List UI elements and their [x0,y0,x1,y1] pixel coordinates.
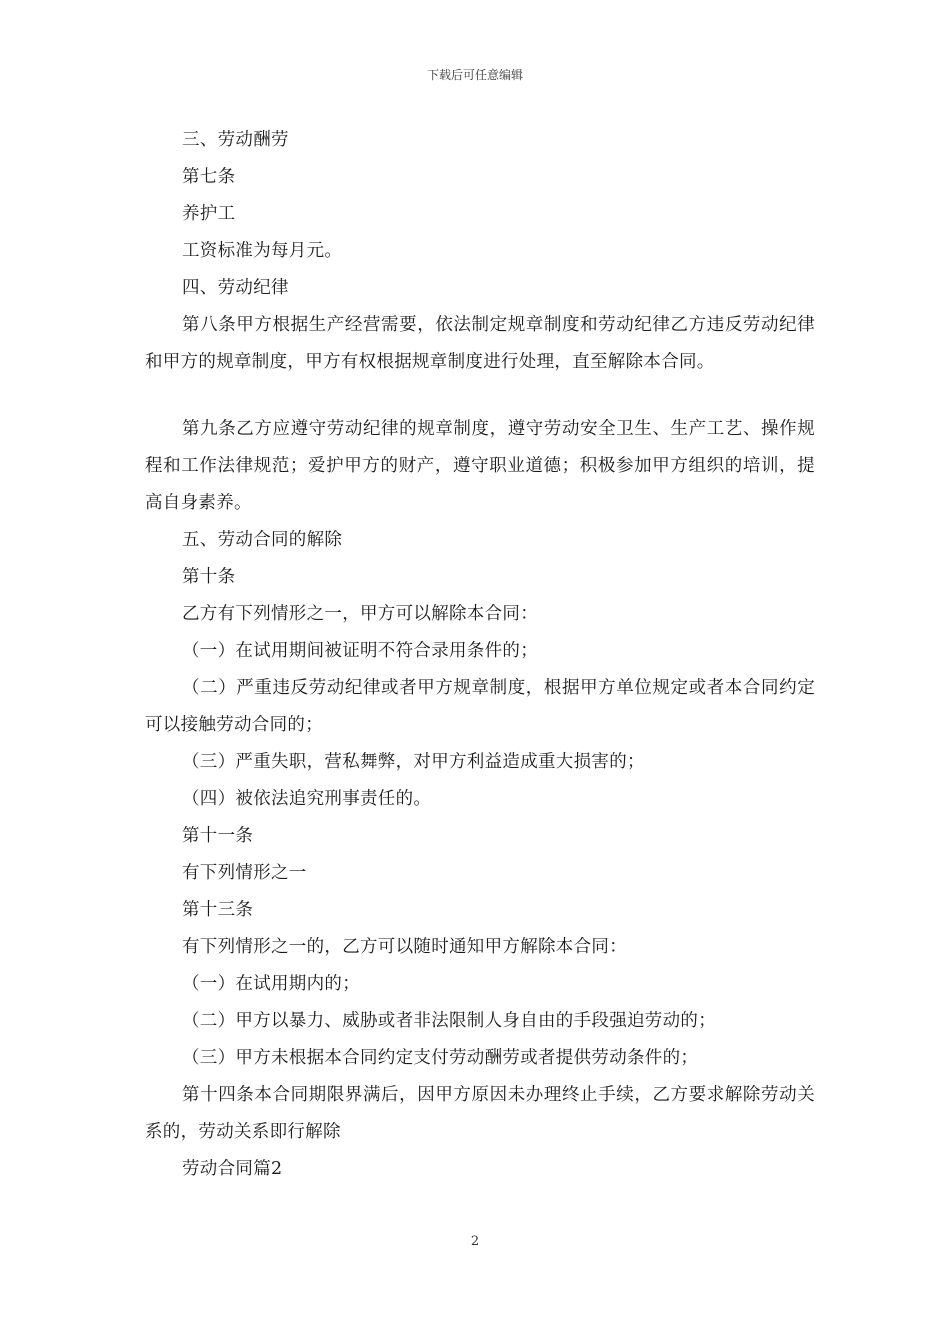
list-item: （二）甲方以暴力、威胁或者非法限制人身自由的手段强迫劳动的； [182,1011,716,1031]
section-heading: 五、劳动合同的解除 [182,530,343,550]
section-heading: 劳动合同篇2 [182,1159,283,1179]
list-item: （一）在试用期内的； [182,974,360,994]
article-title: 第十三条 [182,900,254,920]
page-number: 2 [470,1234,480,1249]
paragraph: 第十四条本合同期限界满后，因甲方原因未办理终止手续，乙方要求解除劳动关系的，劳动关系即行解除 [145,1085,815,1142]
paragraph: 第九条乙方应遵守劳动纪律的规章制度，遵守劳动安全卫生、生产工艺、操作规程和工作法律规范；爱护甲方的财产，遵守职业道德；积极参加甲方组织的培训，提高自身素养。 [145,419,815,513]
list-item: （二）严重违反劳动纪律或者甲方规章制度，根据甲方单位规定或者本合同约定可以接触劳动合同的； [145,678,815,735]
paragraph: 乙方有下列情形之一，甲方可以解除本合同： [182,604,538,624]
paragraph: 工资标准为每月元。 [182,241,343,261]
spacer [145,381,815,411]
list-item: （四）被依法追究刑事责任的。 [182,789,432,809]
section-heading: 四、劳动纪律 [182,278,289,298]
paragraph: 第八条甲方根据生产经营需要，依法制定规章制度和劳动纪律乙方违反劳动纪律和甲方的规章制度，甲方有权根据规章制度进行处理，直至解除本合同。 [145,315,815,372]
section-heading: 三、劳动酬劳 [182,130,289,150]
paragraph: 养护工 [182,204,236,224]
paragraph: 有下列情形之一的，乙方可以随时通知甲方解除本合同： [182,937,627,957]
document-body [145,122,815,1188]
list-item: （三）甲方未根据本合同约定支付劳动酬劳或者提供劳动条件的； [182,1048,699,1068]
article-title: 第十一条 [182,826,254,846]
list-item: （一）在试用期间被证明不符合录用条件的； [182,641,538,661]
list-item: （三）严重失职，营私舞弊，对甲方利益造成重大损害的； [182,752,645,772]
article-title: 第十条 [182,567,236,587]
page-header: 下载后可任意编辑 [426,68,523,82]
paragraph: 有下列情形之一 [182,863,307,883]
article-title: 第七条 [182,167,236,187]
